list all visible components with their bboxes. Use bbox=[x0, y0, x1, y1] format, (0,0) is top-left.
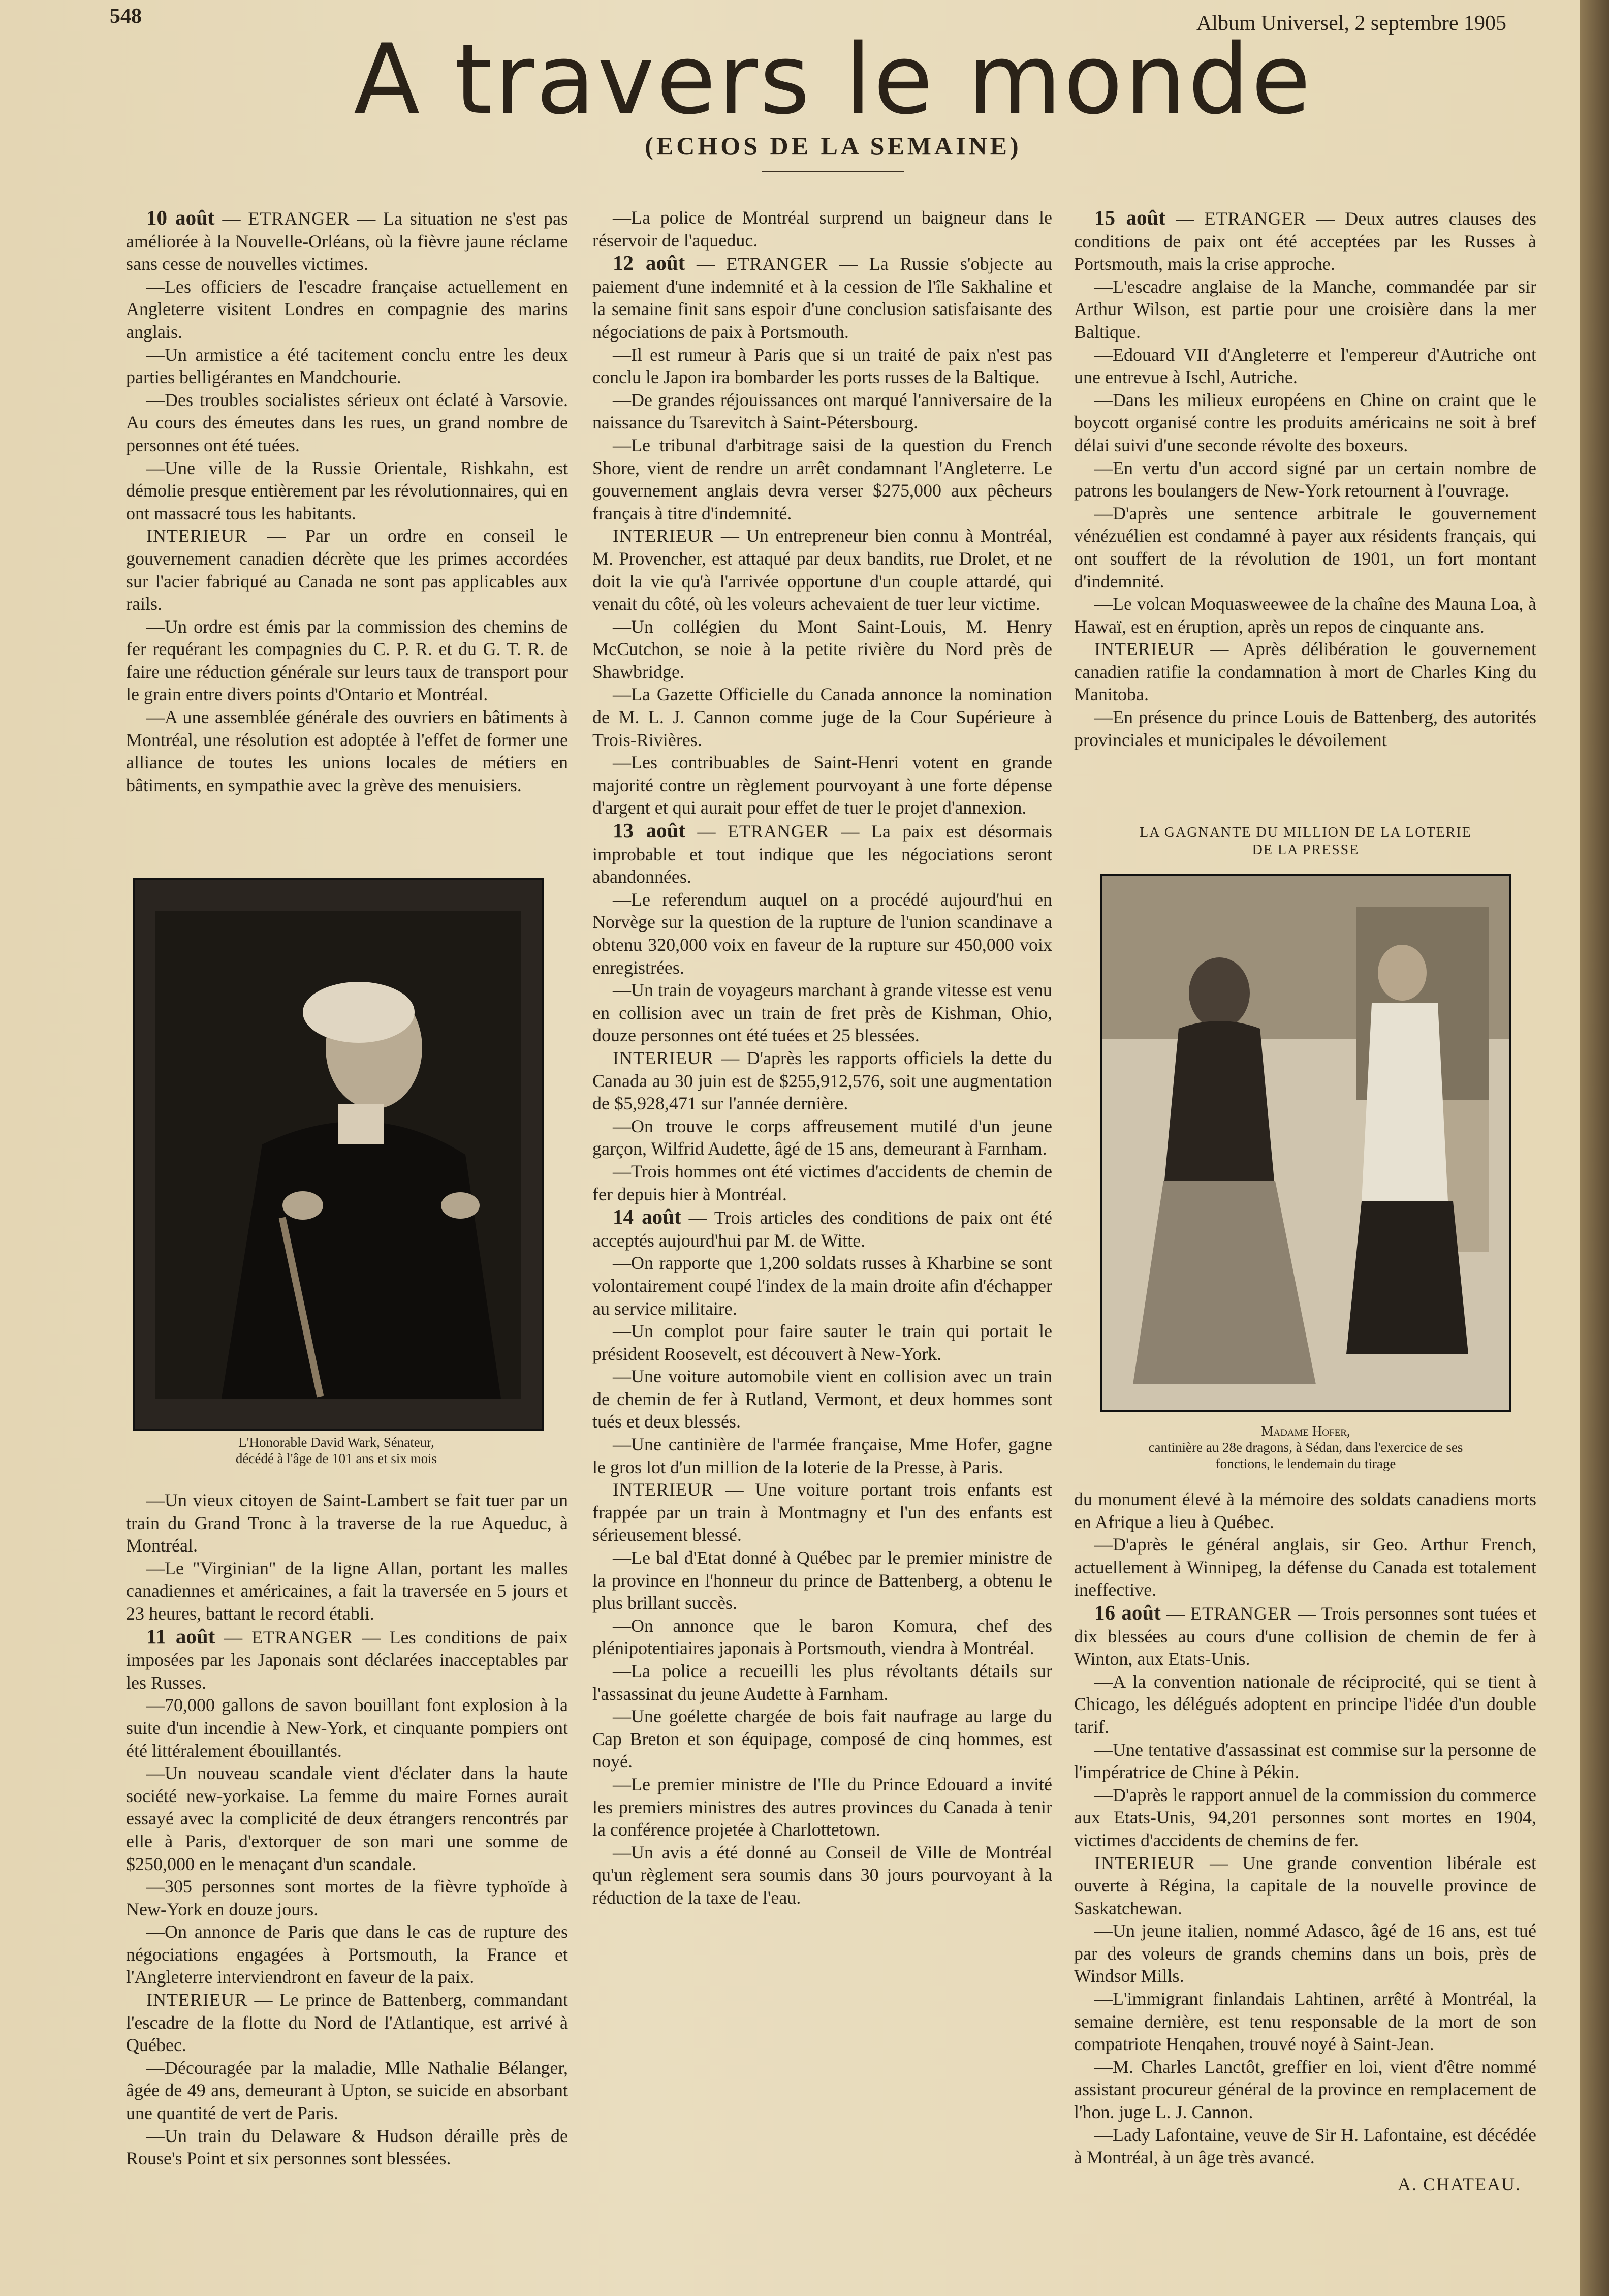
title-rule bbox=[762, 171, 904, 172]
paragraph-text: —Un train de voyageurs marchant à grande vitesse est venu en collision avec un train de fret près de Kishman, Ohio, douze personnes ont été tuées et 25 blessées. bbox=[592, 980, 1052, 1046]
news-paragraph bbox=[126, 1875, 568, 1920]
date-heading: 16 août bbox=[1094, 1600, 1161, 1624]
paragraph-text: —On annonce de Paris que dans le cas de rupture des négociations engagées à Portsmouth, la France et l'Angleterre interviendront en faveur de la paix. bbox=[126, 1921, 568, 1988]
news-paragraph bbox=[592, 1252, 1052, 1320]
paragraph-text: Par un ordre en conseil le gouvernement canadien décrète que les primes accordées sur l'acier fabriqué au Canada ne sont pas applicables aux rails. bbox=[126, 525, 569, 614]
page-number: 548 bbox=[110, 5, 142, 28]
paragraph-text: —Une cantinière de l'armée française, Mme Hofer, gagne le gros lot d'un million de la loterie de la Presse, à Paris. bbox=[592, 1434, 1052, 1477]
paragraph-text: —70,000 gallons de savon bouillant font explosion à la suite d'un incendie à New-York, et cinquante pompiers ont été littéralement ébouillantés. bbox=[126, 1695, 568, 1761]
news-paragraph: INTERIEUR — Un entrepreneur bien connu à Montréal, M. Provencher, est attaqué par deux bandits, rue Drolet, et ne doit la vie qu'à l'arrivée opportune d'un couple attardé, qui venait du côté, où les voleurs achevaient de tuer leur victime. bbox=[592, 525, 1053, 614]
paragraph-text: —L'immigrant finlandais Lahtinen, arrêté à Montréal, la semaine dernière, est tenu responsable de la mort de son compatriote Henqahen, trouvé noyé à Saint-Jean. bbox=[1074, 1989, 1536, 2055]
paragraph-text: —De grandes réjouissances ont marqué l'anniversaire de la naissance du Tsarevitch à Saint-Pétersbourg. bbox=[592, 389, 1052, 433]
paragraph-text: Deux autres clauses des conditions de paix ont été acceptées par les Russes à Portsmouth, mais la crise approche. bbox=[1074, 208, 1537, 274]
news-paragraph bbox=[592, 1660, 1052, 1705]
date-heading: 12 août bbox=[613, 251, 685, 275]
news-paragraph bbox=[1074, 2056, 1536, 2124]
news-paragraph: INTERIEUR — Après délibération le gouvernement canadien ratifie la condamnation à mort de Charles King du Manitoba. bbox=[1074, 639, 1536, 705]
photo-left-caption bbox=[133, 1434, 540, 1467]
news-paragraph bbox=[592, 683, 1052, 751]
paragraph-text: —Le premier ministre de l'Ile du Prince Edouard a invité les premiers ministres des autres provinces du Canada à tenir la conférence projetée à Charlottetown. bbox=[592, 1774, 1052, 1840]
news-paragraph bbox=[592, 1773, 1052, 1841]
news-paragraph bbox=[126, 389, 568, 457]
paragraph-text: —Un complot pour faire sauter le train qui portait le président Roosevelt, est découvert à New-York. bbox=[592, 1321, 1052, 1364]
news-paragraph bbox=[592, 1705, 1052, 1773]
news-paragraph bbox=[1074, 706, 1536, 751]
paragraph-text: Le prince de Battenberg, commandant l'escadre de la flotte du Nord de l'Atlantique, est arrivé à Québec. bbox=[126, 1990, 568, 2056]
paragraph-text: —Les contribuables de Saint-Henri votent en grande majorité contre un règlement pourvoyant à une forte dépense d'argent et qui aurait pour effet de tuer le projet d'annexion. bbox=[592, 752, 1052, 818]
news-paragraph: 13 août — ETRANGER — La paix est désormais improbable et tout indique que les négociations seront abandonnées. bbox=[592, 819, 1052, 887]
paragraph-text: Après délibération le gouvernement canadien ratifie la condamnation à mort de Charles King du Manitoba. bbox=[1074, 639, 1536, 705]
paragraph-text: —Dans les milieux européens en Chine on craint que le boycott organisé contre les produits américains ne soit à bref délai suivi d'une seconde révolte des boxeurs. bbox=[1074, 389, 1536, 455]
paragraph-text: —Il est rumeur à Paris que si un traité de paix n'est pas conclu le Japon ira bombarder les ports russes de la Baltique. bbox=[592, 344, 1052, 388]
paragraph-text: —Un avis a été donné au Conseil de Ville de Montréal qu'un règlement sera soumis dans 30 jours pourvoyant à la réduction de la taxe de l'eau. bbox=[592, 1842, 1052, 1908]
page-subtitle: (ECHOS DE LA SEMAINE) bbox=[645, 132, 1022, 160]
photo-right-title-line1: LA GAGNANTE DU MILLION DE LA LOTERIE bbox=[1140, 825, 1472, 841]
news-paragraph bbox=[592, 888, 1052, 979]
paragraph-text: —305 personnes sont mortes de la fièvre typhoïde à New-York en douze jours. bbox=[126, 1876, 568, 1919]
paragraph-text: —L'escadre anglaise de la Manche, commandée par sir Arthur Wilson, est partie pour une croisière dans la mer Baltique. bbox=[1074, 276, 1536, 342]
date-heading: 11 août bbox=[146, 1624, 215, 1648]
paragraph-text: —D'après le rapport annuel de la commission du commerce aux Etats-Unis, 94,201 personnes sont mortes en 1904, victimes d'accidents de chemins de fer. bbox=[1074, 1784, 1536, 1850]
paragraph-text: —La Gazette Officielle du Canada annonce la nomination de M. L. J. Cannon comme juge de la Cour Supérieure à Trois-Rivières. bbox=[592, 684, 1052, 750]
caption-right-line1: Madame Hofer, bbox=[1261, 1423, 1350, 1439]
section-label: ETRANGER bbox=[1190, 1603, 1292, 1624]
paragraph-text: —Les officiers de l'escadre française actuellement en Angleterre visitent Londres en compagnie des marins anglais. bbox=[126, 276, 568, 342]
column-1-top bbox=[126, 206, 568, 796]
paragraph-text: —On annonce que le baron Komura, chef des plénipotentiaires japonais à Portsmouth, viendra à Montréal. bbox=[592, 1615, 1052, 1659]
paragraph-text: —Le "Virginian" de la ligne Allan, portant les malles canadiennes et américaines, a fait la traversée en 5 jours et 23 heures, battant le record établi. bbox=[126, 1558, 568, 1624]
paragraph-text: —Le referendum auquel on a procédé aujourd'hui en Norvège sur la question de la rupture de l'union scandinave a obtenu 320,000 voix en faveur de la rupture sur 450,000 voix enregistrées. bbox=[592, 889, 1052, 978]
news-paragraph bbox=[1074, 593, 1536, 638]
paragraph-text: —Un train du Delaware & Hudson déraille près de Rouse's Point et six personnes sont blessées. bbox=[126, 2125, 568, 2169]
news-paragraph bbox=[592, 1433, 1052, 1478]
paragraph-text: La situation ne s'est pas améliorée à la Nouvelle-Orléans, où la fièvre jaune réclame sans cesse de nouvelles victimes. bbox=[126, 208, 569, 274]
news-paragraph bbox=[1074, 1488, 1536, 1533]
news-paragraph bbox=[126, 1489, 568, 1557]
news-paragraph bbox=[592, 434, 1052, 524]
paragraph-text: —Des troubles socialistes sérieux ont éclaté à Varsovie. Au cours des émeutes dans les rues, un grand nombre de personnes ont été tuées. bbox=[126, 389, 568, 455]
news-paragraph bbox=[592, 1615, 1052, 1660]
news-paragraph bbox=[1074, 1533, 1536, 1601]
section-label: ETRANGER bbox=[248, 208, 350, 229]
paragraph-text: —Une ville de la Russie Orientale, Rishkahn, est démolie presque entièrement par les révolutionnaires, qui en ont massacré tous les habitants. bbox=[126, 457, 568, 523]
photo-right-title-line2: DE LA PRESSE bbox=[1252, 842, 1360, 858]
news-paragraph bbox=[592, 1546, 1052, 1615]
paragraph-text: —Une goélette chargée de bois fait naufrage au large du Cap Breton et son équipage, composé de cinq hommes, est noyé. bbox=[592, 1706, 1052, 1772]
news-paragraph bbox=[592, 1365, 1052, 1433]
news-paragraph bbox=[126, 344, 568, 389]
paragraph-text: —La police a recueilli les plus révoltants détails sur l'assassinat du jeune Audette à Farnham. bbox=[592, 1661, 1052, 1704]
paragraph-text: —En présence du prince Louis de Battenberg, des autorités provinciales et municipales le dévoilement bbox=[1074, 707, 1536, 750]
news-paragraph: INTERIEUR — Le prince de Battenberg, commandant l'escadre de la flotte du Nord de l'Atlantique, est arrivé à Québec. bbox=[126, 1990, 568, 2056]
news-paragraph bbox=[1074, 2124, 1536, 2169]
paragraph-text: —En vertu d'un accord signé par un certain nombre de patrons les boulangers de New-York retournent à l'ouvrage. bbox=[1074, 457, 1536, 501]
paragraph-text: —Lady Lafontaine, veuve de Sir H. Lafontaine, est décédée à Montréal, à un âge très avancé. bbox=[1074, 2124, 1536, 2168]
paragraph-text: —Une tentative d'assassinat est commise sur la personne de l'impératrice de Chine à Pékin. bbox=[1074, 1739, 1536, 1783]
news-paragraph bbox=[592, 979, 1052, 1047]
section-label: ETRANGER bbox=[727, 821, 829, 842]
paragraph-text: Une grande convention libérale est ouverte à Régina, la capitale de la nouvelle province de Saskatchewan. bbox=[1074, 1852, 1536, 1918]
news-paragraph bbox=[1074, 344, 1536, 389]
paragraph-text: —Découragée par la maladie, Mlle Nathalie Bélanger, âgée de 49 ans, demeurant à Upton, se suicide en absorbant une quantité de vert de Paris. bbox=[126, 2057, 568, 2124]
author-signature: A. CHATEAU. bbox=[1398, 2174, 1521, 2194]
section-label: ETRANGER bbox=[1204, 208, 1306, 229]
paragraph-text: —Un collégien du Mont Saint-Louis, M. Henry McCutchon, se noie à la petite rivière du Nord près de Shawbridge. bbox=[592, 616, 1052, 682]
section-label: INTERIEUR bbox=[613, 1479, 714, 1500]
paragraph-text: —A une assemblée générale des ouvriers en bâtiments à Montréal, une résolution est adoptée à l'effet de former une alliance de toutes les unions locales de métiers en bâtiments, en sympathie avec la grève des menuisiers. bbox=[126, 707, 568, 795]
news-paragraph bbox=[592, 389, 1052, 434]
news-paragraph bbox=[592, 615, 1052, 684]
date-heading: 13 août bbox=[613, 819, 686, 843]
paragraph-text: —Un ordre est émis par la commission des chemins de fer requérant les compagnies du C. P. R. et du G. T. R. de faire une réduction générale sur leurs taux de transport pour le grain entre divers points d'Ontario et Montréal. bbox=[126, 616, 568, 705]
date-heading: 10 août bbox=[146, 206, 215, 229]
news-paragraph bbox=[126, 275, 568, 344]
caption-left-line2: décédé à l'âge de 101 ans et six mois bbox=[235, 1451, 437, 1466]
paragraph-text: —Le tribunal d'arbitrage saisi de la question du French Shore, vient de rendre un arrêt condamnant l'Angleterre. Le gouvernement anglais devra verser $275,000 aux pêcheurs français à titre d'indemnité. bbox=[592, 435, 1052, 523]
news-paragraph bbox=[1074, 389, 1536, 457]
news-paragraph: INTERIEUR — Une voiture portant trois enfants est frappée par un train à Montmagny et l'un des enfants est sérieusement blessé. bbox=[592, 1479, 1052, 1545]
paragraph-text: Trois personnes sont tuées et dix blessées au cours d'une collision de chemin de fer à Winton, aux Etats-Unis. bbox=[1074, 1603, 1536, 1669]
paragraph-text: —Le volcan Moquasweewee de la chaîne des Mauna Loa, à Hawaï, est en éruption, après un repos de cinquante ans. bbox=[1074, 594, 1536, 637]
news-paragraph bbox=[126, 1557, 568, 1625]
section-label: INTERIEUR bbox=[146, 1990, 247, 2010]
section-label: INTERIEUR bbox=[613, 1047, 714, 1068]
news-paragraph bbox=[126, 2057, 568, 2125]
section-label: INTERIEUR bbox=[613, 525, 714, 546]
caption-right-line2: cantinière au 28e dragons, à Sédan, dans l'exercice de ses bbox=[1148, 1440, 1463, 1455]
photo-madame-hofer bbox=[1100, 874, 1511, 1412]
news-paragraph: INTERIEUR — Par un ordre en conseil le gouvernement canadien décrète que les primes accordées sur l'acier fabriqué au Canada ne sont pas applicables aux rails. bbox=[126, 525, 569, 614]
paragraph-text: —Un vieux citoyen de Saint-Lambert se fait tuer par un train du Grand Tronc à la traverse de la rue Aqueduc, à Montréal. bbox=[126, 1490, 568, 1556]
paragraph-text: —Un armistice a été tacitement conclu entre les deux parties belligérantes en Mandchourie. bbox=[126, 344, 568, 388]
caption-right-line3: fonctions, le lendemain du tirage bbox=[1215, 1456, 1396, 1471]
paragraph-text: La Russie s'objecte au paiement d'une indemnité et à la cession de l'île Sakhaline et la semaine finit sans espoir d'une conclusion satisfaisante des négociations de paix à Portsmouth. bbox=[592, 254, 1052, 342]
paragraph-text: —Trois hommes ont été victimes d'accidents de chemin de fer depuis hier à Montréal. bbox=[592, 1161, 1052, 1204]
paragraph-text: —Edouard VII d'Angleterre et l'empereur d'Autriche ont une entrevue à Ischl, Autriche. bbox=[1074, 344, 1536, 388]
news-paragraph bbox=[126, 706, 568, 796]
section-label: ETRANGER bbox=[251, 1627, 353, 1648]
news-paragraph bbox=[592, 751, 1052, 819]
paragraph-text: Trois articles des conditions de paix ont été acceptés aujourd'hui par M. de Witte. bbox=[592, 1207, 1052, 1251]
paragraph-text: La paix est désormais improbable et tout indique que les négociations seront abandonnées. bbox=[592, 821, 1052, 887]
caption-left-line1: L'Honorable David Wark, Sénateur, bbox=[238, 1435, 434, 1450]
news-paragraph bbox=[592, 344, 1052, 389]
date-heading: 15 août bbox=[1094, 206, 1166, 229]
paragraph-text: Une voiture portant trois enfants est frappée par un train à Montmagny et l'un des enfants est sérieusement blessé. bbox=[592, 1479, 1052, 1545]
paragraph-text: du monument élevé à la mémoire des soldats canadiens morts en Afrique a lieu à Québec. bbox=[1074, 1489, 1536, 1532]
section-label: INTERIEUR bbox=[1094, 1852, 1195, 1873]
paragraph-text: —D'après une sentence arbitrale le gouvernement vénézuélien est condamné à payer aux résidents français, qui ont souffert de la révolution de 1901, un fort montant d'indemnité. bbox=[1074, 503, 1536, 592]
news-paragraph bbox=[592, 1320, 1052, 1365]
date-heading: 14 août bbox=[613, 1205, 681, 1229]
section-label: ETRANGER bbox=[726, 254, 828, 274]
paragraph-text: —A la convention nationale de réciprocité, qui se tient à Chicago, les délégués adoptent en principe l'idée d'un double tarif. bbox=[1074, 1671, 1536, 1737]
paragraph-text: D'après les rapports officiels la dette du Canada au 30 juin est de $255,912,576, soit une augmentation de $5,928,471 sur l'année dernière. bbox=[592, 1047, 1053, 1114]
news-paragraph: INTERIEUR — Une grande convention libérale est ouverte à Régina, la capitale de la nouvelle province de Saskatchewan. bbox=[1074, 1852, 1536, 1918]
news-paragraph bbox=[1074, 1784, 1536, 1852]
section-label: INTERIEUR bbox=[146, 525, 247, 546]
photo-right-caption bbox=[1092, 1423, 1519, 1472]
news-paragraph bbox=[1074, 502, 1536, 593]
paragraph-text: Les conditions de paix imposées par les Japonais sont déclarées inacceptables par les Russes. bbox=[126, 1627, 569, 1693]
paragraph-text: —Le bal d'Etat donné à Québec par le premier ministre de la province en l'honneur du prince de Battenberg, a obtenu le plus brillant succès. bbox=[592, 1547, 1052, 1614]
paragraph-text: —M. Charles Lanctôt, greffier en loi, vient d'être nommé assistant procureur général de la province en remplacement de l'hon. juge L. J. Cannon. bbox=[1074, 2056, 1536, 2123]
news-paragraph: 11 août — ETRANGER — Les conditions de paix imposées par les Japonais sont déclarées inacceptables par les Russes. bbox=[126, 1624, 569, 1693]
photo-right-title bbox=[1082, 824, 1529, 859]
news-paragraph bbox=[126, 1920, 568, 1989]
news-paragraph: 16 août — ETRANGER — Trois personnes sont tuées et dix blessées au cours d'une collision de chemin de fer à Winton, aux Etats-Unis. bbox=[1074, 1600, 1536, 1669]
page-title: A travers le monde bbox=[354, 23, 1313, 136]
page-edge bbox=[1580, 0, 1609, 2296]
news-paragraph: 12 août — ETRANGER — La Russie s'objecte au paiement d'une indemnité et à la cession de l'île Sakhaline et la semaine finit sans espoir d'une conclusion satisfaisante des négociations de paix à Portsmouth. bbox=[592, 251, 1052, 342]
news-paragraph bbox=[592, 1115, 1052, 1160]
news-paragraph bbox=[592, 1160, 1052, 1205]
column-3-bottom bbox=[1074, 1488, 1536, 2195]
news-paragraph bbox=[126, 1762, 568, 1875]
hofer-image bbox=[1102, 876, 1509, 1410]
paragraph-text: Un entrepreneur bien connu à Montréal, M. Provencher, est attaqué par deux bandits, rue Drolet, et ne doit la vie qu'à l'arrivée opportune d'un couple attardé, qui venait du côté, où les voleurs achevaient de tuer leur victime. bbox=[592, 525, 1053, 614]
news-paragraph bbox=[126, 457, 568, 525]
section-label: INTERIEUR bbox=[1094, 639, 1195, 660]
publication-line: Album Universel, 2 septembre 1905 bbox=[1196, 12, 1506, 35]
paragraph-text: —Un jeune italien, nommé Adasco, âgé de 16 ans, est tué par des voleurs de grands chemins dans un bois, près de Windsor Mills. bbox=[1074, 1920, 1536, 1987]
news-paragraph bbox=[592, 1841, 1052, 1909]
portrait-image bbox=[135, 880, 542, 1429]
paragraph-text: —On trouve le corps affreusement mutilé d'un jeune garçon, Wilfrid Audette, âgé de 15 ans, demeurant à Farnham. bbox=[592, 1115, 1052, 1159]
news-paragraph bbox=[1074, 1988, 1536, 2056]
column-3-top bbox=[1074, 206, 1536, 751]
news-paragraph bbox=[1074, 1670, 1536, 1739]
photo-david-wark bbox=[133, 878, 544, 1431]
column-1-bottom bbox=[126, 1489, 568, 2170]
news-paragraph bbox=[592, 206, 1052, 252]
news-paragraph bbox=[126, 615, 568, 706]
news-paragraph bbox=[1074, 457, 1536, 502]
news-paragraph: 15 août — ETRANGER — Deux autres clauses des conditions de paix ont été acceptées par les Russes à Portsmouth, mais la crise approche. bbox=[1074, 206, 1537, 274]
news-paragraph bbox=[1074, 275, 1536, 344]
news-paragraph bbox=[126, 2125, 568, 2170]
news-paragraph: INTERIEUR — D'après les rapports officiels la dette du Canada au 30 juin est de $255,912,576, soit une augmentation de $5,928,471 sur l'année dernière. bbox=[592, 1047, 1053, 1114]
paragraph-text: —La police de Montréal surprend un baigneur dans le réservoir de l'aqueduc. bbox=[592, 207, 1052, 251]
news-paragraph: 14 août — Trois articles des conditions de paix ont été acceptés aujourd'hui par M. de Witte. bbox=[592, 1205, 1052, 1251]
column-2 bbox=[592, 206, 1052, 1909]
paragraph-text: —On rapporte que 1,200 soldats russes à Kharbine se sont volontairement coupé l'index de la main droite afin d'échapper au service militaire. bbox=[592, 1253, 1052, 1319]
news-paragraph bbox=[126, 1694, 568, 1762]
news-paragraph: 10 août — ETRANGER — La situation ne s'est pas améliorée à la Nouvelle-Orléans, où la fièvre jaune réclame sans cesse de nouvelles victimes. bbox=[126, 206, 569, 274]
paragraph-text: —Un nouveau scandale vient d'éclater dans la haute société new-yorkaise. La femme du maire Fornes aurait essayé avec la complicité de deux étrangers rencontrés par elle à Paris, d'extorquer de son mari une somme de $250,000 en le menaçant d'un scandale. bbox=[126, 1763, 568, 1874]
paragraph-text: —D'après le général anglais, sir Geo. Arthur French, actuellement à Winnipeg, la défense du Canada est totalement ineffective. bbox=[1074, 1534, 1536, 1600]
paragraph-text: —Une voiture automobile vient en collision avec un train de chemin de fer à Rutland, Vermont, et deux hommes sont tués et deux blessés. bbox=[592, 1366, 1052, 1432]
news-paragraph bbox=[1074, 1919, 1536, 1988]
news-paragraph bbox=[1074, 1739, 1536, 1784]
